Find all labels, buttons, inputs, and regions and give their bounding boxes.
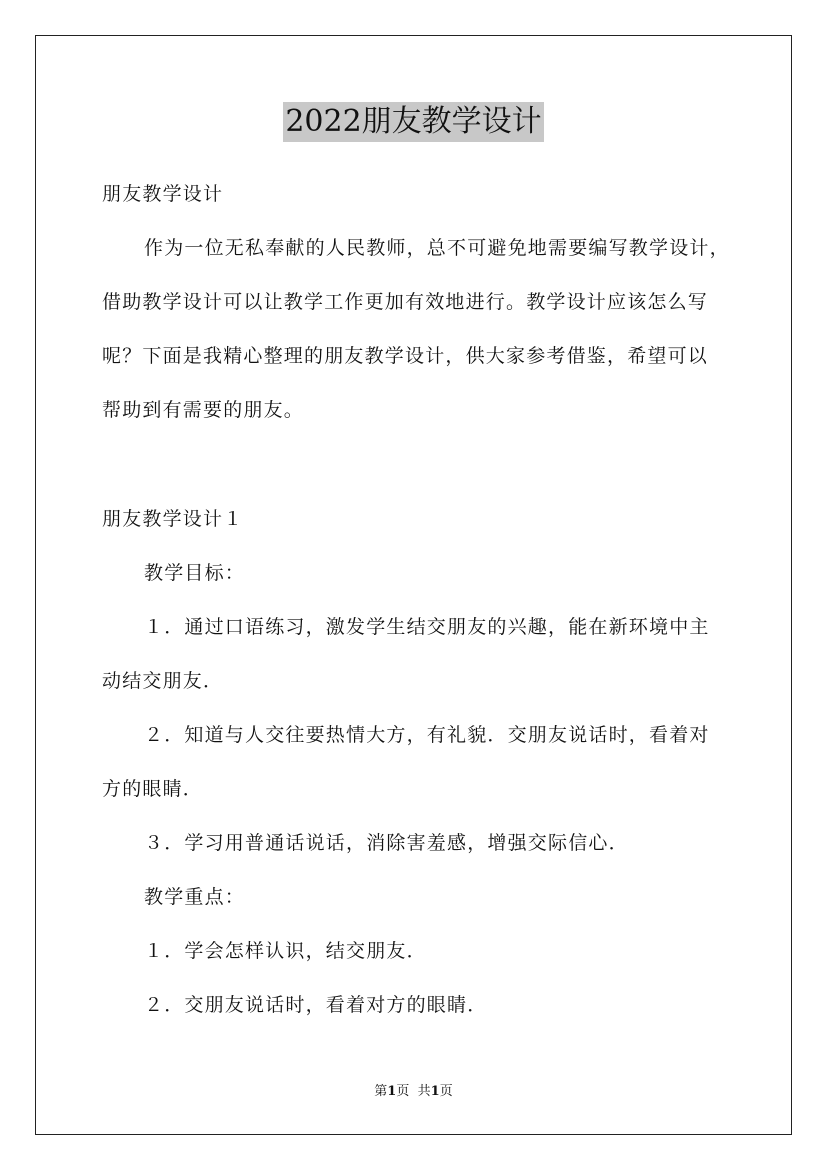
intro-line-1: 作为一位无私奉献的人民教师，总不可避免地需要编写教学设计， <box>144 237 730 259</box>
page-footer <box>0 1084 827 1100</box>
goal-line-2: 动结交朋友． <box>102 670 224 692</box>
intro-line-2: 借助教学设计可以让教学工作更加有效地进行。教学设计应该怎么写 <box>102 291 709 313</box>
footer-page-number: 1 <box>387 1084 397 1099</box>
goals-heading: 教学目标： <box>144 562 246 584</box>
goal-line-4: 方的眼睛． <box>102 778 204 800</box>
goal-line-1: １．通过口语练习，激发学生结交朋友的兴趣，能在新环境中主 <box>144 616 710 638</box>
footer-total-prefix: 共 <box>417 1084 431 1099</box>
footer-page-suffix: 页 <box>396 1084 410 1099</box>
intro-line-3: 呢？下面是我精心整理的朋友教学设计，供大家参考借鉴，希望可以 <box>102 345 709 367</box>
keypoint-line-1: １．学会怎样认识，结交朋友． <box>144 940 427 962</box>
title-container <box>0 102 827 142</box>
footer-total-suffix: 页 <box>439 1084 453 1099</box>
goal-line-3: ２．知道与人交往要热情大方，有礼貌．交朋友说话时，看着对 <box>144 724 710 746</box>
document-title: 2022朋友教学设计 <box>283 102 543 142</box>
goal-line-5: ３．学习用普通话说话，消除害羞感，增强交际信心． <box>144 832 629 854</box>
section-heading: 朋友教学设计１ <box>102 508 244 530</box>
keypoints-heading: 教学重点： <box>144 886 246 908</box>
footer-page-prefix: 第 <box>374 1084 388 1099</box>
keypoint-line-2: ２．交朋友说话时，看着对方的眼睛． <box>144 994 488 1016</box>
intro-line-4: 帮助到有需要的朋友。 <box>102 399 305 421</box>
subtitle: 朋友教学设计 <box>102 183 224 205</box>
footer-total-number: 1 <box>430 1084 440 1099</box>
